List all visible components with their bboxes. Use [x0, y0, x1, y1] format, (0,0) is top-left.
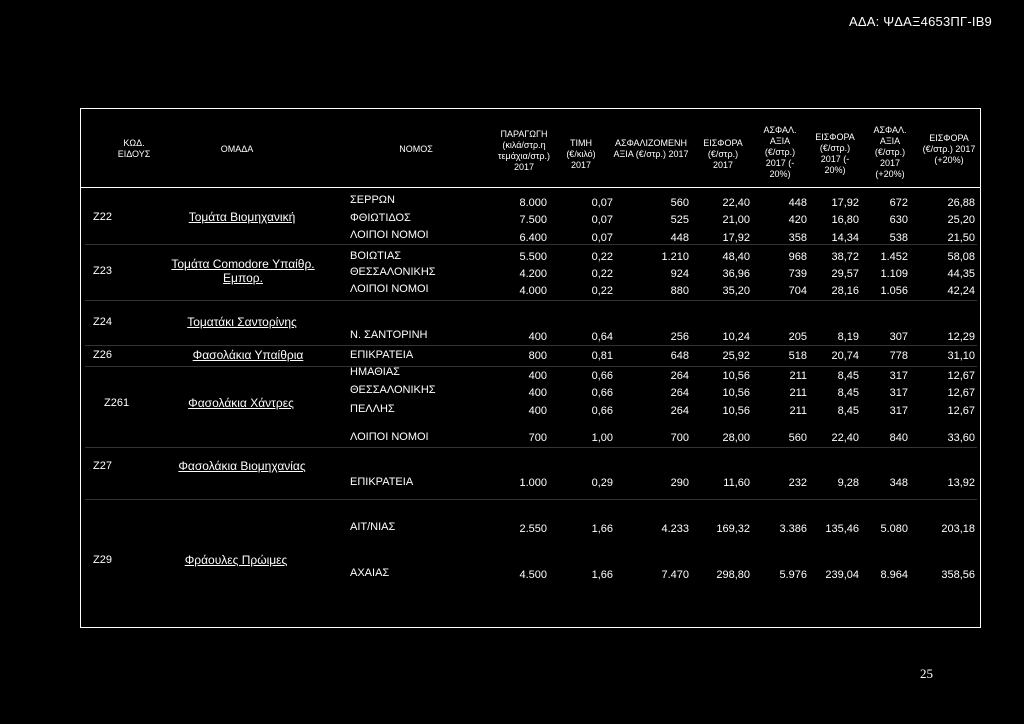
row-value: 211: [789, 370, 807, 382]
group-code: Ζ27: [93, 460, 112, 472]
row-nomos: ΘΕΣΣΑΛΟΝΙΚΗΣ: [350, 384, 436, 396]
row-value: 560: [788, 432, 807, 444]
row-value: 9,28: [837, 477, 859, 489]
row-value: 42,24: [947, 285, 975, 297]
row-value: 307: [889, 331, 908, 343]
row-value: 25,92: [722, 350, 750, 362]
row-value: 8.000: [519, 197, 547, 209]
row-divider: [85, 499, 977, 500]
row-value: 12,67: [947, 387, 975, 399]
row-value: 12,67: [947, 370, 975, 382]
row-value: 211: [789, 387, 807, 399]
row-value: 135,46: [825, 523, 859, 535]
row-value: 400: [528, 370, 547, 382]
row-value: 264: [670, 405, 689, 417]
row-value: 264: [670, 370, 689, 382]
row-value: 290: [670, 477, 689, 489]
group-code: Ζ261: [104, 397, 130, 409]
header-cell: ΚΩΔ. ΕΙΔΟΥΣ: [117, 138, 151, 159]
row-value: 7.470: [661, 569, 689, 581]
insurance-table: [80, 108, 981, 628]
row-value: 1.210: [661, 251, 689, 263]
row-value: 358: [788, 232, 807, 244]
group-name: Φασολάκια Υπαίθρια: [192, 348, 304, 362]
row-value: 448: [788, 197, 807, 209]
row-value: 169,32: [716, 523, 750, 535]
row-value: 264: [670, 387, 689, 399]
header-cell: ΕΙΣΦΟΡΑ (€/στρ.) 2017 (+20%): [922, 132, 976, 165]
row-value: 10,56: [722, 405, 750, 417]
header-cell: ΝΟΜΟΣ: [399, 143, 433, 154]
header-cell: ΑΣΦΑΛ. ΑΞΙΑ (€/στρ.) 2017 (- 20%): [763, 124, 797, 179]
row-value: 8,19: [837, 331, 859, 343]
row-value: 3.386: [779, 523, 807, 535]
header-cell: ΟΜΑΔΑ: [220, 143, 254, 154]
row-value: 924: [670, 268, 689, 280]
row-value: 630: [889, 214, 908, 226]
row-value: 317: [889, 387, 908, 399]
row-value: 1,66: [591, 523, 613, 535]
header-cell: ΕΙΣΦΟΡΑ (€/στρ.) 2017: [703, 137, 743, 170]
row-value: 36,96: [722, 268, 750, 280]
group-name: Τοματάκι Σαντορίνης: [187, 315, 297, 329]
group-name: Φασολάκια Βιομηχανίας: [178, 459, 306, 473]
row-value: 317: [889, 370, 908, 382]
row-value: 0,22: [591, 268, 613, 280]
row-value: 205: [788, 331, 807, 343]
row-value: 0,66: [591, 370, 613, 382]
row-divider: [85, 300, 977, 301]
row-value: 400: [528, 331, 547, 343]
row-value: 31,10: [947, 350, 975, 362]
row-value: 358,56: [941, 569, 975, 581]
row-value: 8.964: [880, 569, 908, 581]
row-nomos: ΕΠΙΚΡΑΤΕΙΑ: [350, 476, 414, 488]
header-cell: ΑΣΦΑΛΙΖΟΜΕΝΗ ΑΞΙΑ (€/στρ.) 2017: [613, 138, 689, 159]
row-value: 700: [528, 432, 547, 444]
row-value: 778: [889, 350, 908, 362]
row-nomos: ΛΟΙΠΟΙ ΝΟΜΟΙ: [350, 431, 429, 443]
row-divider: [85, 244, 977, 245]
row-value: 232: [788, 477, 807, 489]
group-name: Τομάτα Comodore Υπαίθρ. Εμπορ.: [171, 257, 315, 285]
row-value: 12,67: [947, 405, 975, 417]
row-value: 4.200: [519, 268, 547, 280]
row-value: 4.000: [519, 285, 547, 297]
row-divider: [85, 447, 977, 448]
row-value: 239,04: [825, 569, 859, 581]
header-divider: [81, 187, 980, 188]
row-value: 0,81: [591, 350, 613, 362]
row-value: 0,07: [591, 214, 613, 226]
row-value: 21,50: [947, 232, 975, 244]
row-value: 704: [788, 285, 807, 297]
row-value: 4.500: [519, 569, 547, 581]
row-divider: [85, 366, 977, 367]
row-value: 400: [528, 405, 547, 417]
row-nomos: ΑΧΑΙΑΣ: [350, 567, 390, 579]
row-value: 58,08: [947, 251, 975, 263]
row-divider: [85, 345, 977, 346]
row-value: 5.080: [880, 523, 908, 535]
row-value: 560: [670, 197, 689, 209]
row-value: 20,74: [831, 350, 859, 362]
header-cell: ΤΙΜΗ (€/κιλό) 2017: [566, 137, 596, 170]
row-value: 35,20: [722, 285, 750, 297]
row-value: 8,45: [837, 370, 859, 382]
row-value: 26,88: [947, 197, 975, 209]
row-value: 317: [889, 405, 908, 417]
row-value: 48,40: [722, 251, 750, 263]
row-value: 0,29: [591, 477, 613, 489]
row-value: 8,45: [837, 387, 859, 399]
row-value: 13,92: [947, 477, 975, 489]
row-value: 11,60: [723, 477, 750, 489]
row-value: 44,35: [947, 268, 975, 280]
row-value: 25,20: [947, 214, 975, 226]
row-value: 672: [889, 197, 908, 209]
row-value: 22,40: [722, 197, 750, 209]
row-value: 10,56: [722, 370, 750, 382]
row-value: 12,29: [947, 331, 975, 343]
row-nomos: ΛΟΙΠΟΙ ΝΟΜΟΙ: [350, 229, 429, 241]
row-value: 0,07: [591, 232, 613, 244]
row-value: 400: [528, 387, 547, 399]
row-value: 5.500: [519, 251, 547, 263]
row-value: 1,00: [591, 432, 613, 444]
row-value: 420: [788, 214, 807, 226]
row-value: 38,72: [831, 251, 859, 263]
row-value: 28,16: [831, 285, 859, 297]
row-nomos: ΑΙΤ/ΝΙΑΣ: [350, 521, 396, 533]
group-code: Ζ26: [93, 349, 112, 361]
row-value: 800: [528, 350, 547, 362]
group-name: Φράουλες Πρώιμες: [184, 553, 288, 567]
row-value: 968: [788, 251, 807, 263]
row-nomos: ΠΕΛΛΗΣ: [350, 403, 395, 415]
row-value: 17,92: [831, 197, 859, 209]
header-cell: ΑΣΦΑΛ. ΑΞΙΑ (€/στρ.) 2017 (+20%): [873, 124, 907, 179]
page-number: 25: [920, 666, 933, 681]
row-value: 14,34: [831, 232, 859, 244]
header-cell: ΠΑΡΑΓΩΓΗ (κιλά/στρ.η τεμάχια/στρ.) 2017: [497, 129, 551, 172]
row-value: 525: [670, 214, 689, 226]
row-value: 29,57: [831, 268, 859, 280]
row-value: 700: [670, 432, 689, 444]
group-code: Ζ23: [93, 265, 112, 277]
row-value: 0,66: [591, 405, 613, 417]
row-value: 538: [889, 232, 908, 244]
row-nomos: ΣΕΡΡΩΝ: [350, 194, 395, 206]
row-value: 21,00: [722, 214, 750, 226]
row-value: 17,92: [722, 232, 750, 244]
row-value: 518: [788, 350, 807, 362]
ada-code: ΑΔΑ: ΨΔΑΞ4653ΠΓ-ΙΒ9: [848, 14, 992, 29]
row-value: 5.976: [779, 569, 807, 581]
row-value: 0,07: [591, 197, 613, 209]
row-value: 0,66: [591, 387, 613, 399]
row-value: 10,56: [722, 387, 750, 399]
row-nomos: ΛΟΙΠΟΙ ΝΟΜΟΙ: [350, 283, 429, 295]
row-nomos: Ν. ΣΑΝΤΟΡΙΝΗ: [350, 329, 428, 341]
row-value: 1.000: [519, 477, 547, 489]
row-value: 348: [889, 477, 908, 489]
row-value: 1,66: [591, 569, 613, 581]
row-value: 448: [670, 232, 689, 244]
row-nomos: ΗΜΑΘΙΑΣ: [350, 366, 400, 378]
row-value: 1.452: [880, 251, 908, 263]
row-value: 2.550: [519, 523, 547, 535]
row-value: 7.500: [519, 214, 547, 226]
row-value: 203,18: [941, 523, 975, 535]
group-code: Ζ29: [93, 554, 112, 566]
row-value: 33,60: [947, 432, 975, 444]
row-value: 6.400: [519, 232, 547, 244]
row-nomos: ΘΕΣΣΑΛΟΝΙΚΗΣ: [350, 266, 436, 278]
group-name: Τομάτα Βιομηχανική: [188, 210, 296, 224]
row-value: 0,22: [591, 285, 613, 297]
header-cell: ΕΙΣΦΟΡΑ (€/στρ.) 2017 (- 20%): [815, 132, 855, 175]
row-value: 16,80: [831, 214, 859, 226]
row-value: 0,64: [591, 331, 613, 343]
row-nomos: ΕΠΙΚΡΑΤΕΙΑ: [350, 349, 414, 361]
row-value: 648: [670, 350, 689, 362]
row-value: 739: [788, 268, 807, 280]
row-value: 10,24: [722, 331, 750, 343]
row-value: 22,40: [831, 432, 859, 444]
row-value: 298,80: [716, 569, 750, 581]
row-value: 256: [670, 331, 689, 343]
row-value: 211: [789, 405, 807, 417]
row-value: 880: [670, 285, 689, 297]
row-value: 8,45: [837, 405, 859, 417]
group-code: Ζ24: [93, 316, 112, 328]
row-nomos: ΦΘΙΩΤΙΔΟΣ: [350, 212, 411, 224]
row-value: 0,22: [591, 251, 613, 263]
row-value: 28,00: [722, 432, 750, 444]
row-nomos: ΒΟΙΩΤΙΑΣ: [350, 250, 402, 262]
row-value: 1.109: [880, 268, 908, 280]
group-code: Ζ22: [93, 211, 112, 223]
row-value: 1.056: [880, 285, 908, 297]
row-value: 4.233: [661, 523, 689, 535]
group-name: Φασολάκια Χάντρες: [188, 396, 294, 410]
row-value: 840: [889, 432, 908, 444]
